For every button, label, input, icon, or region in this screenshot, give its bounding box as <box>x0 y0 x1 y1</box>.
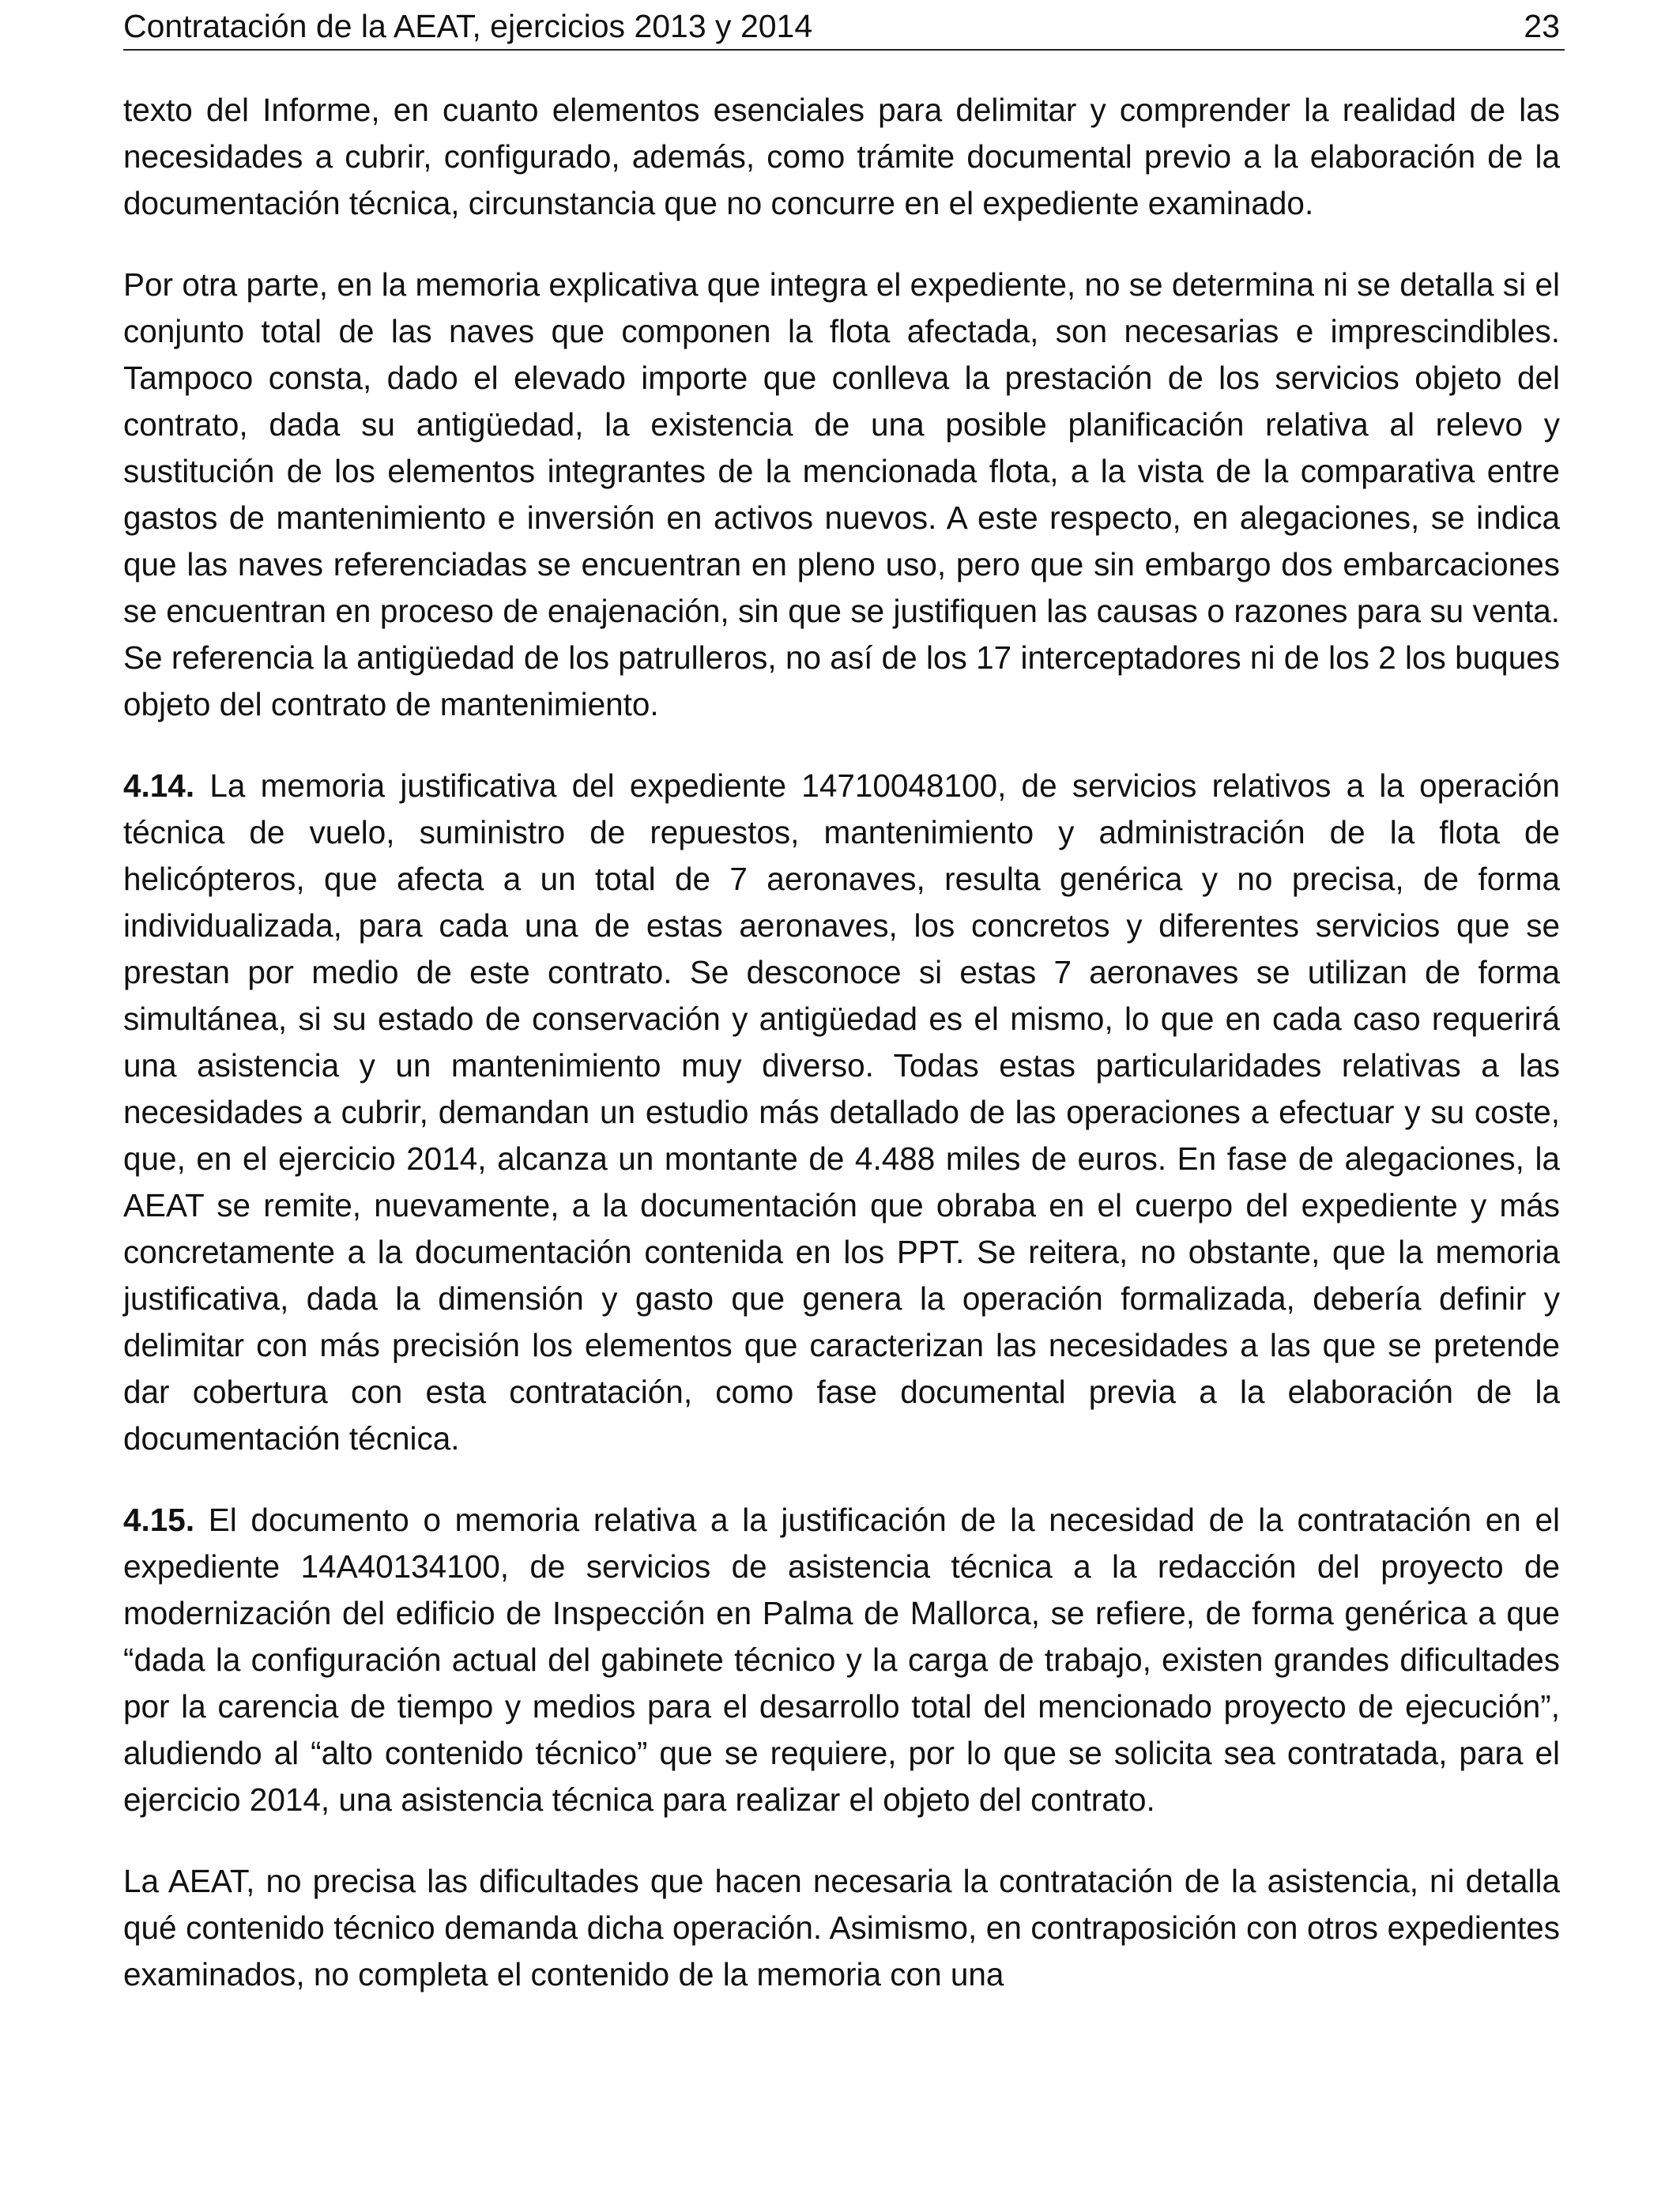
running-header <box>123 3 1565 51</box>
paragraph-4-14 <box>123 763 1560 1462</box>
paragraph-number: 4.15. <box>123 1502 195 1538</box>
paragraph-text: Por otra parte, en la memoria explicativa que integra el expediente, no se determina ni se detalla si el conjunto total de las naves que componen la flota afectada, son necesarias e imprescindibles. Tampoco consta, dado el elevado importe que conlleva la prestación de los servicios objeto del contrato, dada su antigüedad, la existencia de una posible planificación relativa al relevo y sustitución de los elementos integrantes de la mencionada flota, a la vista de la comparativa entre gastos de mantenimiento e inversión en activos nuevos. A este respecto, en alegaciones, se indica que las naves referenciadas se encuentran en pleno uso, pero que sin embargo dos embarcaciones se encuentran en proceso de enajenación, sin que se justifiquen las causas o razones para su venta. Se referencia la antigüedad de los patrulleros, no así de los 17 interceptadores ni de los 2 los buques objeto del contrato de mantenimiento. <box>123 266 1560 722</box>
paragraph-memoria-explicativa <box>123 262 1560 728</box>
paragraph-4-15 <box>123 1497 1560 1823</box>
paragraph-text: texto del Informe, en cuanto elementos esenciales para delimitar y comprender la realidad de las necesidades a cubrir, configurado, además, como trámite documental previo a la elaboración de la documentación técnica, circunstancia que no concurre en el expediente examinado. <box>123 92 1560 221</box>
paragraph-aeat-dificultades <box>123 1858 1560 1998</box>
paragraph-number: 4.14. <box>123 767 195 804</box>
body-text <box>123 87 1560 2033</box>
paragraph-text: La memoria justificativa del expediente 14710048100, de servicios relativos a la operación técnica de vuelo, suministro de repuestos, mantenimiento y administración de la flota de helicópteros, que afecta a un total de 7 aeronaves, resulta genérica y no precisa, de forma individualizada, para cada una de estas aeronaves, los concretos y diferentes servicios que se prestan por medio de este contrato. Se desconoce si estas 7 aeronaves se utilizan de forma simultánea, si su estado de conservación y antigüedad es el mismo, lo que en cada caso requerirá una asistencia y un mantenimiento muy diverso. Todas estas particularidades relativas a las necesidades a cubrir, demandan un estudio más detallado de las operaciones a efectuar y su coste, que, en el ejercicio 2014, alcanza un montante de 4.488 miles de euros. En fase de alegaciones, la AEAT se remite, nuevamente, a la documentación que obraba en el cuerpo del expediente y más concretamente a la documentación contenida en los PPT. Se reitera, no obstante, que la memoria justificativa, dada la dimensión y gasto que genera la operación formalizada, debería definir y delimitar con más precisión los elementos que caracterizan las necesidades a las que se pretende dar cobertura con esta contratación, como fase documental previa a la elaboración de la documentación técnica. <box>123 767 1560 1457</box>
paragraph-continuation <box>123 87 1560 227</box>
page-number: 23 <box>1524 8 1560 44</box>
paragraph-text: El documento o memoria relativa a la justificación de la necesidad de la contratación en el expediente 14A40134100, de servicios de asistencia técnica a la redacción del proyecto de modernización del edificio de Inspección en Palma de Mallorca, se refiere, de forma genérica a que “dada la configuración actual del gabinete técnico y la carga de trabajo, existen grandes dificultades por la carencia de tiempo y medios para el desarrollo total del mencionado proyecto de ejecución”, aludiendo al “alto contenido técnico” que se requiere, por lo que se solicita sea contratada, para el ejercicio 2014, una asistencia técnica para realizar el objeto del contrato. <box>123 1502 1560 1818</box>
header-title: Contratación de la AEAT, ejercicios 2013 y 2014 <box>123 8 813 44</box>
paragraph-text: La AEAT, no precisa las dificultades que hacen necesaria la contratación de la asistencia, ni detalla qué contenido técnico demanda dicha operación. Asimismo, en contraposición con otros expedientes examinados, no completa el contenido de la memoria con una <box>123 1863 1560 1992</box>
